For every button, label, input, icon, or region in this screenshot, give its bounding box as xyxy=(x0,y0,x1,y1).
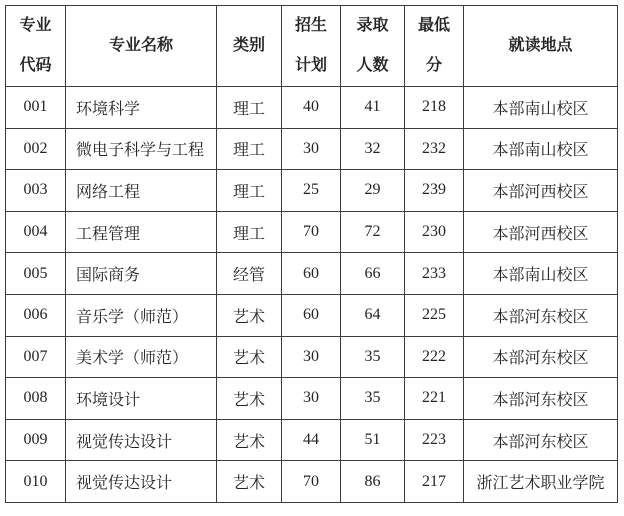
column-header-category xyxy=(217,6,282,87)
min-score-cell: 232 xyxy=(405,128,464,170)
study-location-cell: 本部河东校区 xyxy=(464,294,618,336)
major-code-cell: 004 xyxy=(6,211,66,253)
admitted-count-cell: 32 xyxy=(341,128,405,170)
admissions-table xyxy=(5,5,618,503)
table-row xyxy=(6,211,618,253)
min-score-cell: 217 xyxy=(405,461,464,503)
min-score-cell: 222 xyxy=(405,336,464,378)
enrollment-plan-cell: 25 xyxy=(282,170,341,212)
enrollment-plan-cell: 60 xyxy=(282,253,341,295)
study-location-cell: 本部南山校区 xyxy=(464,128,618,170)
column-header-line: 最低 xyxy=(417,17,450,34)
study-location-cell: 本部河东校区 xyxy=(464,419,618,461)
admitted-count-cell: 86 xyxy=(341,461,405,503)
category-cell: 理工 xyxy=(217,128,282,170)
column-header-line: 专业名称 xyxy=(108,37,173,54)
admitted-count-cell: 35 xyxy=(341,336,405,378)
study-location-cell: 浙江艺术职业学院 xyxy=(464,461,618,503)
major-name-cell: 环境设计 xyxy=(66,378,217,420)
major-code-cell: 007 xyxy=(6,336,66,378)
major-name-cell: 微电子科学与工程 xyxy=(66,128,217,170)
enrollment-plan-cell: 40 xyxy=(282,87,341,129)
category-cell: 艺术 xyxy=(217,378,282,420)
column-header-min-score xyxy=(405,6,464,87)
column-header-major-name xyxy=(66,6,217,87)
major-code-cell: 002 xyxy=(6,128,66,170)
category-cell: 理工 xyxy=(217,87,282,129)
major-name-cell: 国际商务 xyxy=(66,253,217,295)
major-name-cell: 视觉传达设计 xyxy=(66,419,217,461)
study-location-cell: 本部南山校区 xyxy=(464,253,618,295)
column-header-line: 招生 xyxy=(294,17,327,34)
study-location-cell: 本部南山校区 xyxy=(464,87,618,129)
table-row xyxy=(6,253,618,295)
category-cell: 理工 xyxy=(217,170,282,212)
table-row xyxy=(6,378,618,420)
major-code-cell: 008 xyxy=(6,378,66,420)
major-name-cell: 视觉传达设计 xyxy=(66,461,217,503)
column-header-study-location xyxy=(464,6,618,87)
table-row xyxy=(6,87,618,129)
enrollment-plan-cell: 60 xyxy=(282,294,341,336)
admitted-count-cell: 51 xyxy=(341,419,405,461)
major-name-cell: 环境科学 xyxy=(66,87,217,129)
admitted-count-cell: 29 xyxy=(341,170,405,212)
admitted-count-cell: 66 xyxy=(341,253,405,295)
table-row xyxy=(6,419,618,461)
admitted-count-cell: 35 xyxy=(341,378,405,420)
enrollment-plan-cell: 70 xyxy=(282,211,341,253)
major-code-cell: 009 xyxy=(6,419,66,461)
major-code-cell: 003 xyxy=(6,170,66,212)
table-row xyxy=(6,336,618,378)
category-cell: 理工 xyxy=(217,211,282,253)
column-header-enrollment-plan xyxy=(282,6,341,87)
min-score-cell: 230 xyxy=(405,211,464,253)
min-score-cell: 225 xyxy=(405,294,464,336)
category-cell: 艺术 xyxy=(217,419,282,461)
major-code-cell: 010 xyxy=(6,461,66,503)
major-code-cell: 001 xyxy=(6,87,66,129)
column-header-line: 人数 xyxy=(356,57,389,74)
study-location-cell: 本部河东校区 xyxy=(464,336,618,378)
min-score-cell: 218 xyxy=(405,87,464,129)
column-header-line: 代码 xyxy=(19,57,52,74)
study-location-cell: 本部河东校区 xyxy=(464,378,618,420)
min-score-cell: 239 xyxy=(405,170,464,212)
table-row xyxy=(6,461,618,503)
enrollment-plan-cell: 70 xyxy=(282,461,341,503)
category-cell: 经管 xyxy=(217,253,282,295)
table-row xyxy=(6,128,618,170)
major-name-cell: 工程管理 xyxy=(66,211,217,253)
column-header-major-code xyxy=(6,6,66,87)
column-header-line: 分 xyxy=(425,57,442,74)
header-row xyxy=(6,6,618,87)
major-code-cell: 006 xyxy=(6,294,66,336)
enrollment-plan-cell: 30 xyxy=(282,336,341,378)
min-score-cell: 223 xyxy=(405,419,464,461)
enrollment-plan-cell: 30 xyxy=(282,128,341,170)
category-cell: 艺术 xyxy=(217,461,282,503)
column-header-admitted-count xyxy=(341,6,405,87)
enrollment-plan-cell: 30 xyxy=(282,378,341,420)
category-cell: 艺术 xyxy=(217,336,282,378)
table-body xyxy=(6,87,618,503)
major-name-cell: 美术学（师范） xyxy=(66,336,217,378)
study-location-cell: 本部河西校区 xyxy=(464,211,618,253)
study-location-cell: 本部河西校区 xyxy=(464,170,618,212)
admitted-count-cell: 72 xyxy=(341,211,405,253)
column-header-line: 专业 xyxy=(19,17,52,34)
min-score-cell: 221 xyxy=(405,378,464,420)
major-name-cell: 网络工程 xyxy=(66,170,217,212)
column-header-line: 类别 xyxy=(232,37,265,54)
admitted-count-cell: 41 xyxy=(341,87,405,129)
column-header-line: 录取 xyxy=(356,17,389,34)
major-code-cell: 005 xyxy=(6,253,66,295)
min-score-cell: 233 xyxy=(405,253,464,295)
category-cell: 艺术 xyxy=(217,294,282,336)
column-header-line: 就读地点 xyxy=(508,37,573,54)
table-row xyxy=(6,170,618,212)
major-name-cell: 音乐学（师范） xyxy=(66,294,217,336)
admitted-count-cell: 64 xyxy=(341,294,405,336)
table-row xyxy=(6,294,618,336)
column-header-line: 计划 xyxy=(294,57,327,74)
enrollment-plan-cell: 44 xyxy=(282,419,341,461)
